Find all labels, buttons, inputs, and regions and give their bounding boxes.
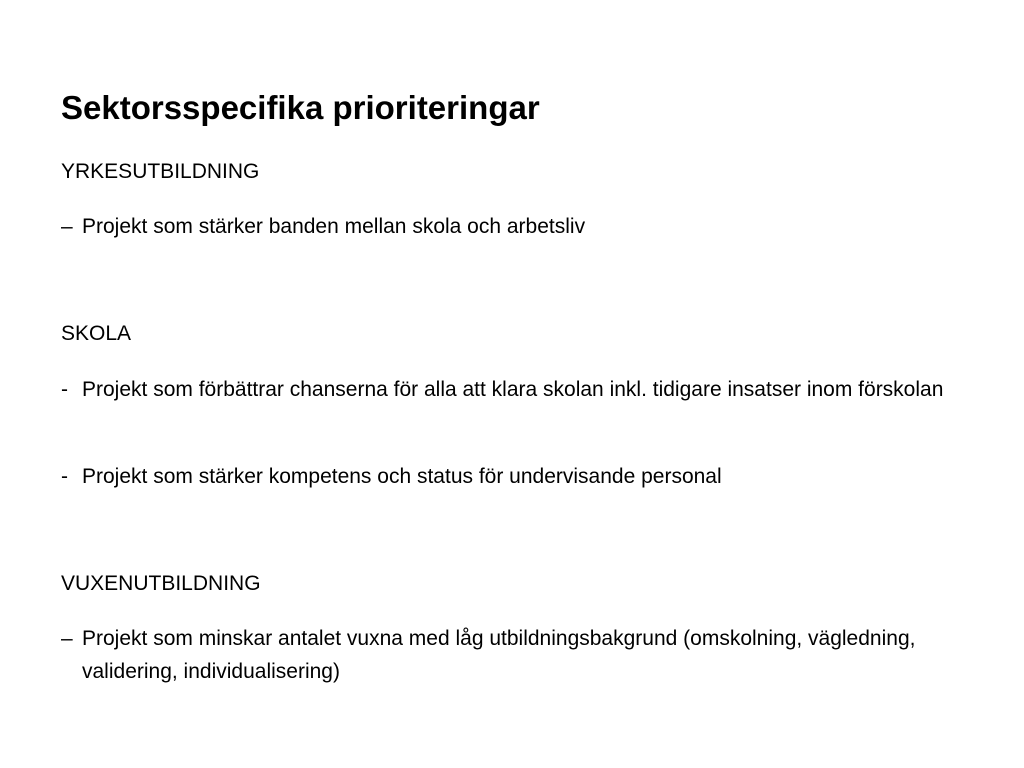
list-item-text: Projekt som stärker kompetens och status för undervisande personal	[82, 465, 722, 488]
dash-bullet: –	[61, 215, 73, 238]
list-item	[61, 622, 991, 688]
dash-bullet: -	[61, 465, 68, 488]
list-item-text: Projekt som förbättrar chanserna för alla att klara skolan inkl. tidigare insatser inom förskolan	[82, 378, 944, 401]
section-heading-vuxenutbildning: VUXENUTBILDNING	[61, 572, 261, 595]
list-item	[61, 460, 991, 493]
list-item	[61, 373, 991, 406]
dash-bullet: –	[61, 627, 73, 650]
list-item-text: Projekt som stärker banden mellan skola och arbetsliv	[82, 215, 586, 238]
dash-bullet: -	[61, 378, 68, 401]
slide-title: Sektorsspecifika prioriteringar	[61, 89, 540, 126]
list-item	[61, 210, 991, 243]
section-heading-skola: SKOLA	[61, 322, 132, 345]
list-item-text: Projekt som minskar antalet vuxna med låg utbildningsbakgrund (omskolning, vägledning, validering, individualisering)	[82, 627, 916, 683]
section-heading-yrkesutbildning: YRKESUTBILDNING	[61, 160, 260, 183]
